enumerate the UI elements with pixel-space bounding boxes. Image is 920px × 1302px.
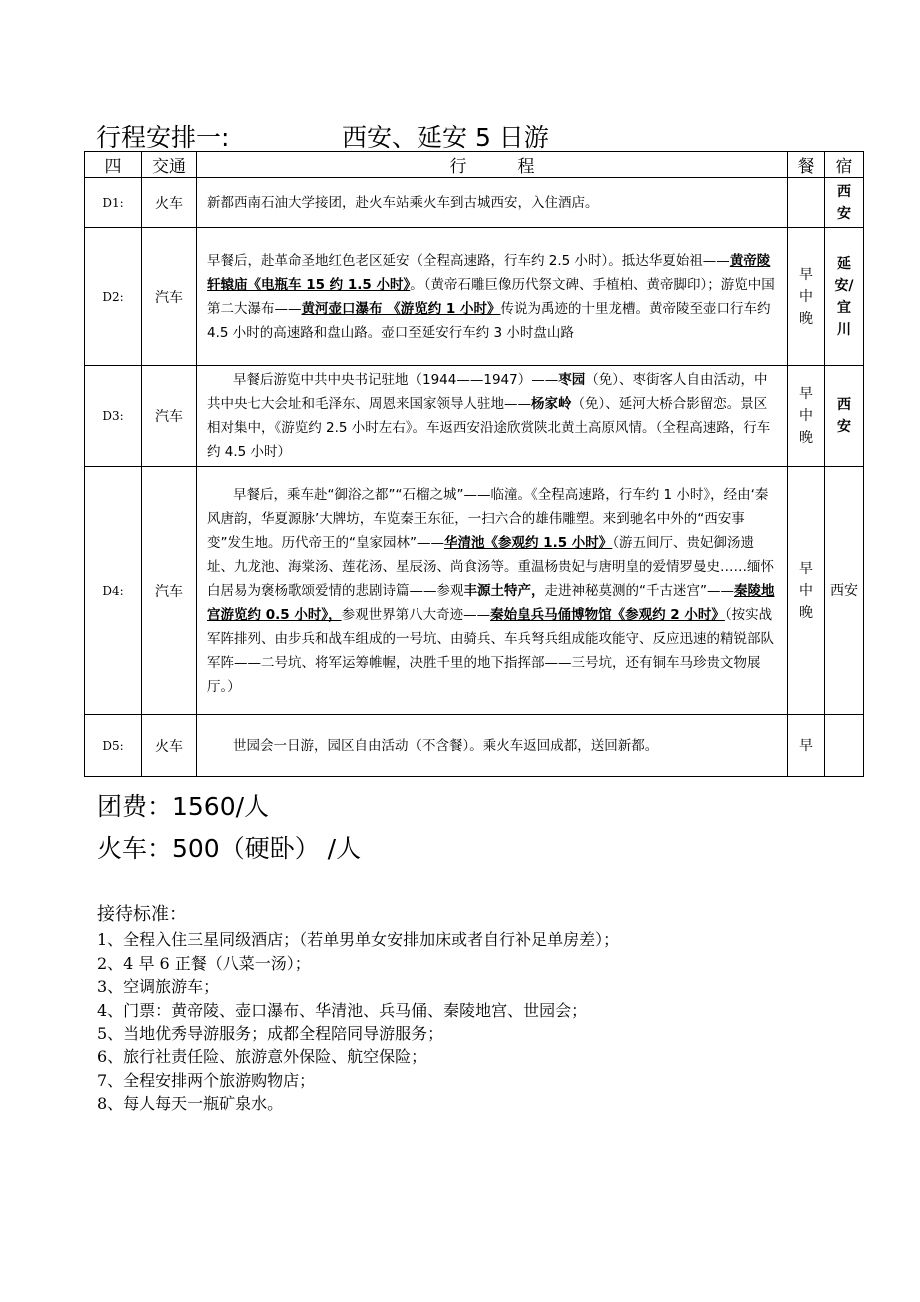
header-meal: 餐: [788, 152, 825, 178]
desc-text: 早餐后游览中共中央书记驻地（1944——1947）——: [233, 372, 559, 388]
service-standards: [97, 903, 619, 1116]
title-label: 行程安排一:: [96, 123, 230, 152]
desc-text: 早餐后，赴革命圣地红色老区延安（全程高速路，行车约 2.5 小时）。抵达华夏始祖——: [207, 252, 730, 269]
header-day: 四: [85, 152, 142, 178]
train-fee: 火车：500（硬卧） /人: [97, 834, 362, 863]
stay-char: 安/: [834, 277, 854, 294]
meal-char: 中: [799, 288, 813, 305]
desc-highlight: 秦陵地宫游览约 0.5 小时》，: [207, 582, 775, 623]
meal-cell: [788, 178, 825, 228]
meal-char: 早: [799, 560, 813, 577]
desc-highlight: 秦始皇兵马俑博物馆《参观约 2 小时》: [490, 606, 725, 623]
desc-text: （游五间厅、贵妃御汤遗址、九龙池、海棠汤、莲花汤、星辰汤、尚食汤等。重温杨贵妃与唐明皇的爱情罗曼史……缅怀白居易为褒杨歌颂爱情的悲剧诗篇——参观: [207, 534, 774, 599]
list-item: 7、全程安排两个旅游购物店；: [97, 1070, 316, 1090]
day-cell: D1:: [85, 178, 142, 228]
desc-text: （免）、枣街客人自由活动，中共中央七大会址和毛泽东、周恩来国家领导人驻地——: [207, 372, 768, 412]
stay-char: 安: [837, 419, 851, 435]
meal-cell: [788, 467, 825, 715]
table-row: [85, 178, 864, 228]
list-item: 2、4 早 6 正餐（八菜一汤）；: [97, 953, 311, 973]
stay-cell: [825, 715, 864, 777]
day-cell: D4:: [85, 467, 142, 715]
desc-highlight: 黄河壶口瀑布 《游览约 1 小时》: [301, 300, 501, 317]
itinerary-cell: [197, 715, 788, 777]
page-title: [96, 118, 549, 154]
meal-char: 晚: [799, 310, 813, 327]
list-item: 8、每人每天一瓶矿泉水。: [97, 1094, 284, 1114]
itinerary-cell: [197, 366, 788, 467]
itinerary-cell: [197, 228, 788, 366]
desc-highlight: 杨家岭: [531, 396, 572, 412]
desc-text: 传说为禹迹的十里龙槽。黄帝陵至壶口行车约 4.5 小时的高速路和盘山路。壶口至延安行车约 3 小时盘山路: [207, 300, 771, 341]
stay-char: 西: [837, 397, 851, 413]
stay-char: 安: [837, 205, 851, 222]
list-item: 1、全程入住三星同级酒店；（若单男单女安排加床或者自行补足单房差）；: [97, 930, 620, 950]
table-row: [85, 366, 864, 467]
desc-text: 参观世界第八大奇迹——: [341, 606, 491, 623]
title-destination: 西安、延安 5 日游: [342, 123, 549, 152]
meal-cell: [788, 366, 825, 467]
desc-highlight: 黄帝陵 轩辕庙《电瓶车 15 约 1.5 小时》: [207, 252, 771, 293]
day-cell: D2:: [85, 228, 142, 366]
stay-cell: [825, 366, 864, 467]
desc-highlight: 华清池《参观约 1.5 小时》: [443, 534, 613, 551]
meal-cell: [788, 715, 825, 777]
header-itinerary: 行 程: [197, 152, 788, 178]
day-cell: D3:: [85, 366, 142, 467]
stay-char: 川: [837, 321, 851, 338]
desc-text: （按实战军阵排列、由步兵和战车组成的一号坑、由骑兵、车兵弩兵组成能攻能守、反应迅速的精锐部队军阵——二号坑、将军运筹帷幄，决胜千里的地下指挥部——三号坑，还有铜车马珍贵文物展厅。）: [207, 606, 774, 695]
meal-char: 早: [799, 737, 813, 754]
transport-cell: 汽车: [142, 366, 197, 467]
meal-cell: [788, 228, 825, 366]
list-item: 3、空调旅游车；: [97, 977, 220, 997]
table-row: [85, 467, 864, 715]
meal-char: 晚: [799, 604, 813, 621]
desc-text: 新都西南石油大学接团，赴火车站乘火车到古城西安，入住酒店。: [207, 194, 599, 211]
meal-char: 早: [799, 266, 813, 283]
transport-cell: 汽车: [142, 467, 197, 715]
transport-cell: 汽车: [142, 228, 197, 366]
desc-text: 。（黄帝石雕巨像历代祭文碑、手植柏、黄帝脚印）；游览中国第二大瀑布——: [207, 276, 775, 317]
day-cell: D5:: [85, 715, 142, 777]
list-item: 6、旅行社责任险、旅游意外保险、航空保险；: [97, 1047, 428, 1067]
list-item: 4、门票：黄帝陵、壶口瀑布、华清池、兵马俑、秦陵地宫、世园会；: [97, 1000, 588, 1020]
meal-char: 早: [799, 386, 813, 402]
itinerary-table: [84, 151, 864, 777]
transport-cell: 火车: [142, 178, 197, 228]
meal-char: 晚: [799, 430, 813, 446]
group-fee: 团费：1560/人: [97, 792, 270, 821]
stay-cell: [825, 228, 864, 366]
header-transport: 交通: [142, 152, 197, 178]
desc-text: 早餐后，乘车赴“御浴之都”“石榴之城”——临潼。《全程高速路，行车约 1 小时》，经由‘秦风唐韵，华夏源脉’大牌坊，车览秦王东征，一扫六合的雄伟雕塑。来到驰名中外的“西安事变”发生地。历代帝王的“皇家园林”——: [207, 486, 769, 551]
meal-char: 中: [799, 582, 813, 599]
table-row: [85, 228, 864, 366]
desc-highlight: 丰源土特产，: [463, 582, 545, 599]
desc-text: 世园会一日游，园区自由活动（不含餐）。乘火车返回成都，送回新都。: [233, 737, 659, 754]
itinerary-cell: [197, 178, 788, 228]
stay-cell: [825, 178, 864, 228]
stay-char: 宜: [837, 299, 851, 316]
itinerary-cell: [197, 467, 788, 715]
transport-cell: 火车: [142, 715, 197, 777]
standards-heading: 接待标准：: [97, 904, 187, 925]
stay-cell: [825, 467, 864, 715]
desc-text: （免）、延河大桥合影留恋。景区相对集中，《游览约 2.5 小时左右》。车返西安沿途欣赏陕北黄土高原风情。（全程高速路，行车约 4.5 小时）: [207, 396, 771, 460]
header-stay: 宿: [825, 152, 864, 178]
table-row: [85, 715, 864, 777]
table-header-row: [85, 152, 864, 178]
stay-char: 西: [837, 183, 851, 200]
stay-char: 西安: [830, 582, 858, 599]
stay-char: 延: [837, 255, 851, 272]
desc-text: 走进神秘莫测的“千古迷宫”——: [544, 582, 734, 599]
list-item: 5、当地优秀导游服务；成都全程陪同导游服务；: [97, 1024, 444, 1044]
desc-highlight: 枣园: [558, 372, 586, 388]
meal-char: 中: [799, 408, 813, 424]
